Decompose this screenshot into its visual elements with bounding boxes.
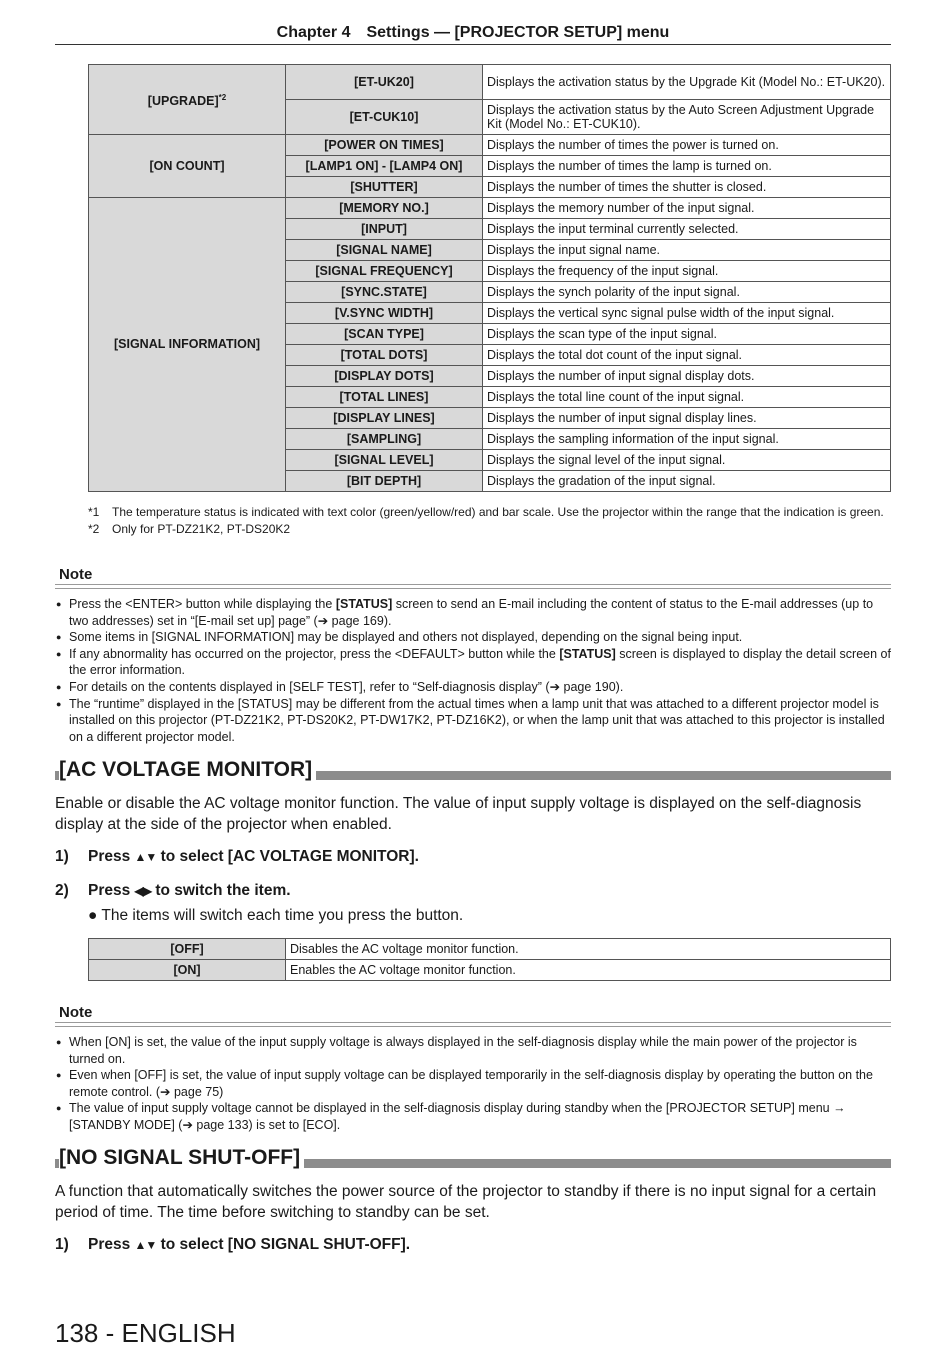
item-cell: [MEMORY NO.] — [286, 198, 483, 219]
description-cell: Displays the scan type of the input signal. — [483, 324, 891, 345]
footnote-mark: *2 — [88, 522, 100, 536]
note-item: ● The value of input supply voltage cannot be displayed in the self-diagnosis display during standby when the [PROJECTOR SETUP] menu → [STANDBY MODE] (➔ page 133) is set to [ECO]. — [55, 1100, 891, 1133]
up-down-arrow-icon: ▲▼ — [134, 850, 157, 864]
footnote — [88, 522, 888, 537]
item-cell: [SIGNAL FREQUENCY] — [286, 261, 483, 282]
note-divider — [55, 1022, 891, 1027]
table-row — [89, 960, 891, 981]
section-intro: Enable or disable the AC voltage monitor function. The value of input supply voltage is displayed on the self-diagnosis display at the side of the projector when enabled. — [55, 795, 862, 833]
item-cell: [V.SYNC WIDTH] — [286, 303, 483, 324]
description-cell: Displays the number of times the shutter is closed. — [483, 177, 891, 198]
note-title: Note — [59, 1004, 93, 1021]
option-cell: [OFF] — [89, 939, 286, 960]
description-cell: Displays the frequency of the input signal. — [483, 261, 891, 282]
step-number: 2) — [55, 882, 69, 899]
section-title: [NO SIGNAL SHUT-OFF] — [59, 1146, 304, 1170]
note-item: ● For details on the contents displayed in [SELF TEST], refer to “Self-diagnosis display” (➔ page 190). — [55, 679, 891, 696]
description-cell: Enables the AC voltage monitor function. — [286, 960, 891, 981]
footnote-mark: *1 — [88, 505, 100, 519]
note-divider — [55, 584, 891, 589]
note-item: ● Even when [OFF] is set, the value of input supply voltage can be displayed temporarily in the self-diagnosis display by operating the button on the remote control. (➔ page 75) — [55, 1067, 891, 1100]
item-cell: [ET-UK20] — [286, 65, 483, 100]
group-cell: [UPGRADE]$^{*2}$ — [89, 65, 286, 135]
note-item: ● If any abnormality has occurred on the projector, press the <DEFAULT> button while the [STATUS] screen is displayed to display the detail screen of the error information. — [55, 646, 891, 679]
chapter-header — [55, 24, 891, 45]
step-number: 1) — [55, 1236, 69, 1253]
description-cell: Displays the activation status by the Upgrade Kit (Model No.: ET-UK20). — [483, 65, 891, 100]
item-cell: [INPUT] — [286, 219, 483, 240]
note-list — [55, 596, 891, 745]
description-cell: Displays the number of input signal display dots. — [483, 366, 891, 387]
bold-term: [STATUS] — [559, 646, 616, 661]
description-cell: Displays the number of times the power is turned on. — [483, 135, 891, 156]
footnote-text: Only for PT-DZ21K2, PT-DS20K2 — [112, 522, 291, 536]
page-footer: 138 - ENGLISH — [55, 1318, 236, 1348]
note-list — [55, 1034, 891, 1134]
table-row — [89, 65, 891, 100]
section-heading-no-signal-shut-off — [55, 1142, 891, 1168]
description-cell: Displays the total line count of the input signal. — [483, 387, 891, 408]
manual-page — [55, 0, 891, 1360]
option-cell: [ON] — [89, 960, 286, 981]
description-cell: Displays the signal level of the input signal. — [483, 450, 891, 471]
ac-voltage-options-table — [88, 938, 891, 981]
description-cell: Displays the memory number of the input signal. — [483, 198, 891, 219]
description-cell: Displays the activation status by the Auto Screen Adjustment Upgrade Kit (Model No.: ET-CUK10). — [483, 100, 891, 135]
page-arrow-icon: ➔ — [182, 1117, 197, 1132]
bold-term: [STATUS] — [335, 597, 393, 611]
item-cell: [DISPLAY LINES] — [286, 408, 483, 429]
description-cell: Displays the sampling information of the input signal. — [483, 429, 891, 450]
bullet-icon: ● — [88, 907, 98, 924]
footnote — [88, 505, 888, 520]
section-heading-ac-voltage-monitor — [55, 754, 891, 780]
description-cell: Displays the number of times the lamp is turned on. — [483, 156, 891, 177]
item-cell: [BIT DEPTH] — [286, 471, 483, 492]
note-title: Note — [59, 566, 93, 583]
left-right-arrow-icon: ◀▶ — [134, 884, 152, 898]
item-cell: [TOTAL DOTS] — [286, 345, 483, 366]
group-cell: [SIGNAL INFORMATION] — [89, 198, 286, 492]
item-cell: [SAMPLING] — [286, 429, 483, 450]
item-cell: [DISPLAY DOTS] — [286, 366, 483, 387]
table-row — [89, 198, 891, 219]
description-cell: Displays the input terminal currently selected. — [483, 219, 891, 240]
step-1: 1) Press ▲▼ to select [AC VOLTAGE MONITOR]. — [55, 848, 419, 865]
step-1: 1) Press ▲▼ to select [NO SIGNAL SHUT-OFF]. — [55, 1236, 411, 1253]
page-arrow-icon: ➔ — [317, 613, 332, 628]
description-cell: Displays the gradation of the input signal. — [483, 471, 891, 492]
note-item: ● Some items in [SIGNAL INFORMATION] may be displayed and others not displayed, depending on the signal being input. — [55, 629, 891, 646]
page-reference[interactable]: ➔ page 75 — [160, 1084, 220, 1099]
note-item: ● When [ON] is set, the value of the input supply voltage is always displayed in the self-diagnosis display while the main power of the projector is turned on. — [55, 1034, 891, 1067]
item-cell: [SYNC.STATE] — [286, 282, 483, 303]
item-cell: [TOTAL LINES] — [286, 387, 483, 408]
page-arrow-icon: ➔ — [160, 1084, 174, 1099]
description-cell: Displays the input signal name. — [483, 240, 891, 261]
description-cell: Displays the total dot count of the input signal. — [483, 345, 891, 366]
status-table — [88, 64, 891, 492]
item-cell: [SIGNAL NAME] — [286, 240, 483, 261]
step-sub-bullet: ● The items will switch each time you press the button. — [88, 907, 464, 924]
footnote-text: The temperature status is indicated with text color (green/yellow/red) and bar scale. Use the projector within the range that the indication is green. — [112, 505, 884, 519]
item-cell: [ET-CUK10] — [286, 100, 483, 135]
chapter-number: Chapter 4 — [276, 24, 351, 41]
chapter-title: Settings — [PROJECTOR SETUP] menu — [366, 24, 670, 41]
step-2: 2) Press ◀▶ to switch the item. — [55, 882, 291, 899]
up-down-arrow-icon: ▲▼ — [134, 1238, 157, 1252]
footnote-ref: *2 — [218, 92, 227, 102]
group-cell: [ON COUNT] — [89, 135, 286, 198]
table-row — [89, 135, 891, 156]
section-title: [AC VOLTAGE MONITOR] — [59, 758, 316, 782]
section-intro: A function that automatically switches the power source of the projector to standby if there is no input signal for a certain period of time. The time before switching to standby can be set. — [55, 1183, 877, 1221]
item-cell: [LAMP1 ON] - [LAMP4 ON] — [286, 156, 483, 177]
item-cell: [SCAN TYPE] — [286, 324, 483, 345]
page-reference[interactable]: ➔ page 190 — [549, 679, 616, 694]
description-cell: Displays the vertical sync signal pulse width of the input signal. — [483, 303, 891, 324]
description-cell: Disables the AC voltage monitor function. — [286, 939, 891, 960]
footnotes — [88, 505, 888, 539]
note-item: ● Press the <ENTER> button while displaying the [STATUS] screen to send an E-mail including the content of status to the E-mail addresses (up to two addresses) set in “[E-mail set up] page” (➔ page 169). — [55, 596, 891, 629]
item-cell: [POWER ON TIMES] — [286, 135, 483, 156]
description-cell: Displays the synch polarity of the input signal. — [483, 282, 891, 303]
page-reference[interactable]: ➔ page 169 — [317, 613, 384, 628]
item-cell: [SIGNAL LEVEL] — [286, 450, 483, 471]
item-cell: [SHUTTER] — [286, 177, 483, 198]
table-row — [89, 939, 891, 960]
note-item: ● The “runtime” displayed in the [STATUS] may be different from the actual times when a lamp unit that was attached to a different projector model is installed on this projector (PT-DZ21K2, PT-DS20K2, PT-DW17K2, PT-DZ16K2), or when the lamp unit that was attached to this projector is installed on a different projector model. — [55, 696, 891, 746]
step-number: 1) — [55, 848, 69, 865]
description-cell: Displays the number of input signal display lines. — [483, 408, 891, 429]
page-arrow-icon: ➔ — [549, 679, 564, 694]
page-reference[interactable]: ➔ page 133 — [182, 1117, 249, 1132]
